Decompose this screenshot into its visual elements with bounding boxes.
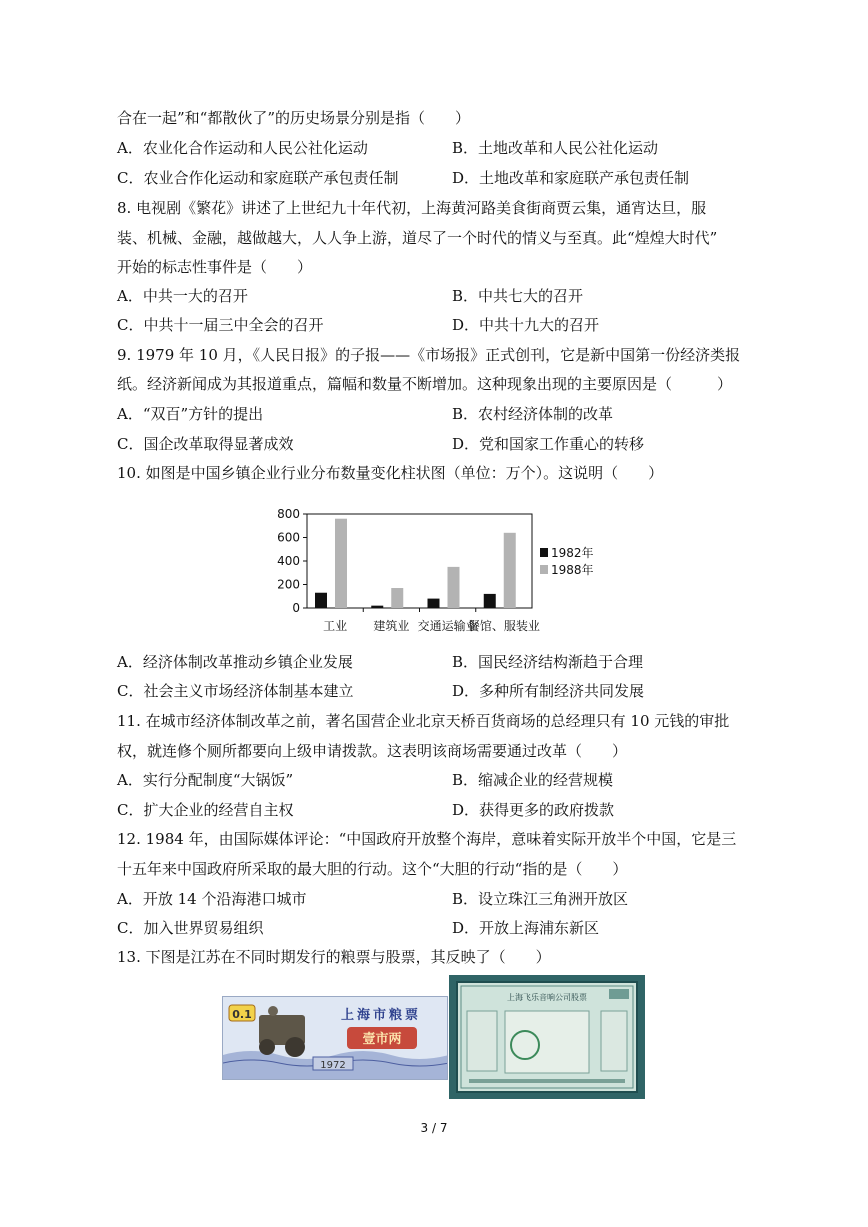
question-10-text: 10. 如图是中国乡镇企业行业分布数量变化柱状图（单位：万个）。这说明（ ） xyxy=(117,464,664,482)
option-b: B．国民经济结构渐趋于合理 xyxy=(452,653,644,671)
option-a: A．开放 14 个沿海港口城市 xyxy=(117,890,307,908)
question-9-text: 9. 1979 年 10 月，《人民日报》的子报——《市场报》正式创刊，它是新中国第一份经济类报 xyxy=(117,346,741,364)
option-a: A．经济体制改革推动乡镇企业发展 xyxy=(117,653,353,671)
text-line: 合在一起”和“都散伙了”的历史场景分别是指（ ） xyxy=(117,109,471,127)
option-c: C．中共十一届三中全会的召开 xyxy=(117,316,324,334)
option-c: C．扩大企业的经营自主权 xyxy=(117,801,294,819)
x-tick-label: 工业 xyxy=(323,619,348,633)
question-11-text: 11. 在城市经济体制改革之前，著名国营企业北京天桥百货商场的总经理只有 10 元钱的审批 xyxy=(117,712,730,730)
legend-swatch xyxy=(540,565,548,574)
grain-ticket-artwork xyxy=(223,997,448,1080)
option-c: C．农业合作化运动和家庭联产承包责任制 xyxy=(117,169,399,187)
option-b: B．农村经济体制的改革 xyxy=(452,405,614,423)
grain-ticket-image xyxy=(222,996,448,1080)
bar xyxy=(504,533,516,608)
option-d: D．土地改革和家庭联产承包责任制 xyxy=(452,169,690,187)
option-a: A．中共一大的召开 xyxy=(117,287,248,305)
bar-chart xyxy=(262,500,602,650)
ticket-value: 壹市两 xyxy=(362,1032,402,1047)
option-b: B．中共七大的召开 xyxy=(452,287,584,305)
y-tick-label: 600 xyxy=(277,530,300,545)
question-9-text: 纸。经济新闻成为其报道重点，篇幅和数量不断增加。这种现象出现的主要原因是（ ） xyxy=(117,375,733,393)
bar xyxy=(391,588,403,608)
y-tick-label: 200 xyxy=(277,577,300,592)
y-tick-label: 400 xyxy=(277,554,300,568)
question-8-text: 装、机械、金融，越做越大，人人争上游，道尽了一个时代的情义与至真。此“煌煌大时代” xyxy=(117,229,718,247)
option-d: D．开放上海浦东新区 xyxy=(452,919,600,937)
bar xyxy=(335,519,347,608)
x-tick-label: 交通运输业 xyxy=(417,619,478,633)
question-8-text: 8. 电视剧《繁花》讲述了上世纪九十年代初，上海黄河路美食街商贾云集，通宵达旦，服 xyxy=(117,199,707,217)
bar xyxy=(484,594,496,608)
question-8-text: 开始的标志性事件是（ ） xyxy=(117,258,313,276)
option-a: A．“双百”方针的提出 xyxy=(117,405,264,423)
option-a: A．实行分配制度“大锅饭” xyxy=(117,771,294,789)
option-c: C．国企改革取得显著成效 xyxy=(117,435,294,453)
question-13-text: 13. 下图是江苏在不同时期发行的粮票与股票，其反映了（ ） xyxy=(117,948,551,966)
legend-swatch xyxy=(540,548,548,557)
question-12-text: 12. 1984 年，由国际媒体评论：“中国政府开放整个海岸，意味着实际开放半个中国，它是三 xyxy=(117,830,737,848)
y-tick-label: 0 xyxy=(292,601,300,615)
question-12-text: 十五年来中国政府所采取的最大胆的行动。这个“大胆的行动“指的是（ ） xyxy=(117,860,628,878)
option-d: D．获得更多的政府拨款 xyxy=(452,801,615,819)
x-tick-label: 建筑业 xyxy=(373,619,410,633)
stock-title: 上海飞乐音响公司股票 xyxy=(507,993,587,1002)
option-d: D．党和国家工作重心的转移 xyxy=(452,435,645,453)
bar xyxy=(448,567,460,608)
bar xyxy=(428,599,440,608)
option-b: B．设立珠江三角洲开放区 xyxy=(452,890,629,908)
option-a: A．农业化合作运动和人民公社化运动 xyxy=(117,139,368,157)
stock-certificate-image xyxy=(449,975,645,1099)
option-d: D．中共十九大的召开 xyxy=(452,316,600,334)
ticket-title: 上海市粮票 xyxy=(340,1008,422,1023)
option-b: B．土地改革和人民公社化运动 xyxy=(452,139,659,157)
x-tick-label: 餐馆、服装业 xyxy=(467,619,540,633)
stock-certificate-artwork xyxy=(449,975,645,1099)
option-c: C．加入世界贸易组织 xyxy=(117,919,264,937)
question-11-text: 权，就连修个厕所都要向上级申请拨款。这表明该商场需要通过改革（ ） xyxy=(117,742,628,760)
option-b: B．缩减企业的经营规模 xyxy=(452,771,614,789)
option-d: D．多种所有制经济共同发展 xyxy=(452,682,645,700)
bar xyxy=(371,606,383,608)
page-number: 3 / 7 xyxy=(420,1121,448,1135)
ticket-denomination: 0.1 xyxy=(232,1008,252,1021)
ticket-year: 1972 xyxy=(320,1060,346,1071)
bar xyxy=(315,593,327,608)
legend-label: 1988年 xyxy=(551,563,594,577)
y-tick-label: 800 xyxy=(277,507,300,521)
legend-label: 1982年 xyxy=(551,546,594,560)
option-c: C．社会主义市场经济体制基本建立 xyxy=(117,682,354,700)
